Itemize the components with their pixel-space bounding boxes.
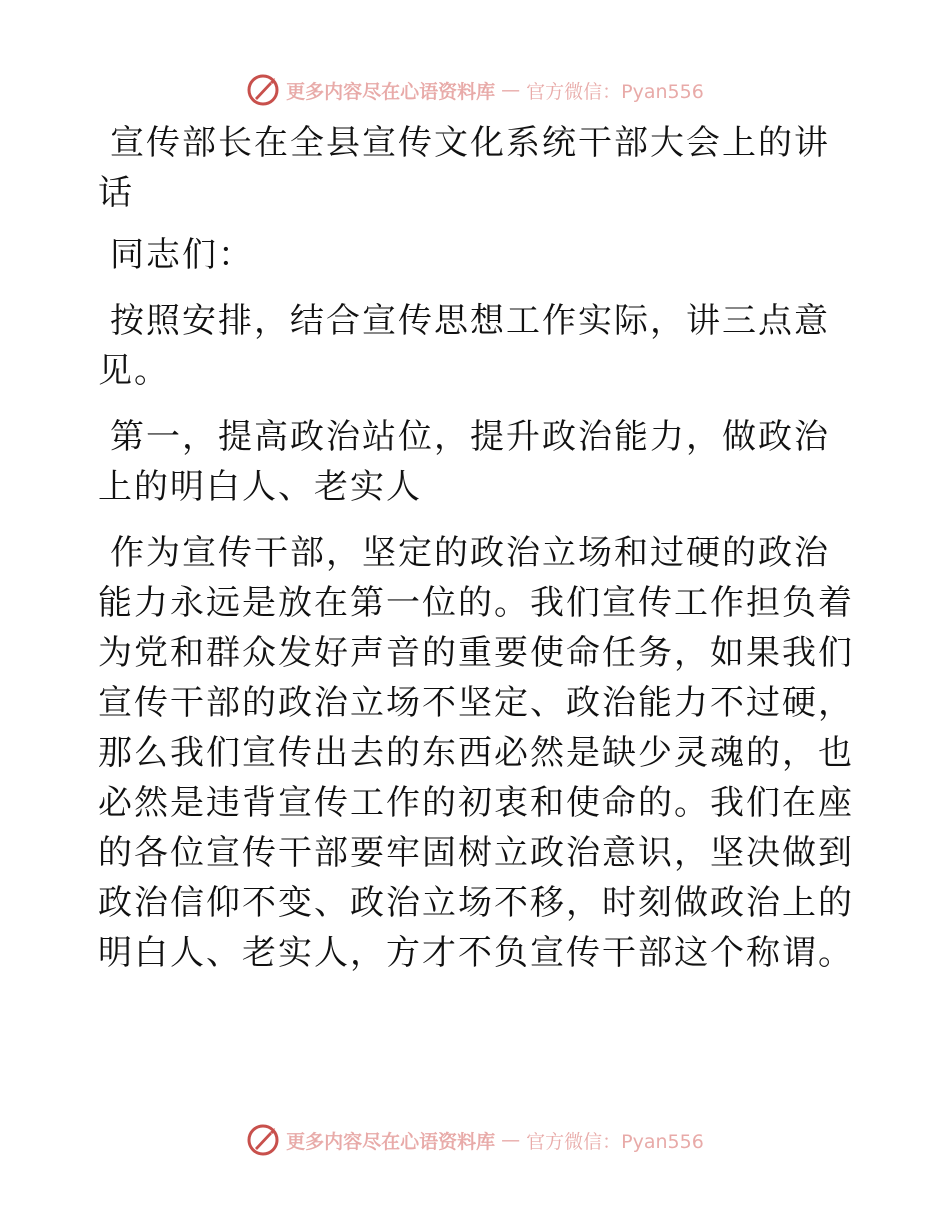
watermark-main-text: 更多内容尽在心语资料库 [286, 1130, 496, 1153]
paragraph-2: 第一，提高政治站位，提升政治能力，做政治上的明白人、老实人 [98, 417, 830, 507]
paragraph-1: 按照安排，结合宣传思想工作实际，讲三点意见。 [98, 301, 830, 391]
watermark-sub-text: 官方微信：Pyan556 [526, 80, 704, 103]
document-body [98, 118, 858, 994]
footer-watermark [0, 1122, 950, 1158]
watermark-sub-text: 官方微信：Pyan556 [526, 1130, 704, 1153]
greeting: 同志们： [110, 235, 254, 275]
document-title: 宣传部长在全县宣传文化系统干部大会上的讲话 [98, 123, 830, 213]
quill-logo-icon [246, 1123, 280, 1157]
paragraph-3: 作为宣传干部，坚定的政治立场和过硬的政治能力永远是放在第一位的。我们宣传工作担负着为党和群众发好声音的重要使命任务，如果我们宣传干部的政治立场不坚定、政治能力不过硬，那么我们宣传出去的东西必然是缺少灵魂的，也必然是违背宣传工作的初衷和使命的。我们在座的各位宣传干部要牢固树立政治意识，坚决做到政治信仰不变、政治立场不移，时刻做政治上的明白人、老实人，方才不负宣传干部这个称谓。 [98, 533, 854, 973]
watermark-dash: — [501, 79, 521, 101]
quill-logo-icon [246, 73, 280, 107]
watermark-dash: — [501, 1129, 521, 1151]
header-watermark [0, 72, 950, 108]
watermark-main-text: 更多内容尽在心语资料库 [286, 80, 496, 103]
